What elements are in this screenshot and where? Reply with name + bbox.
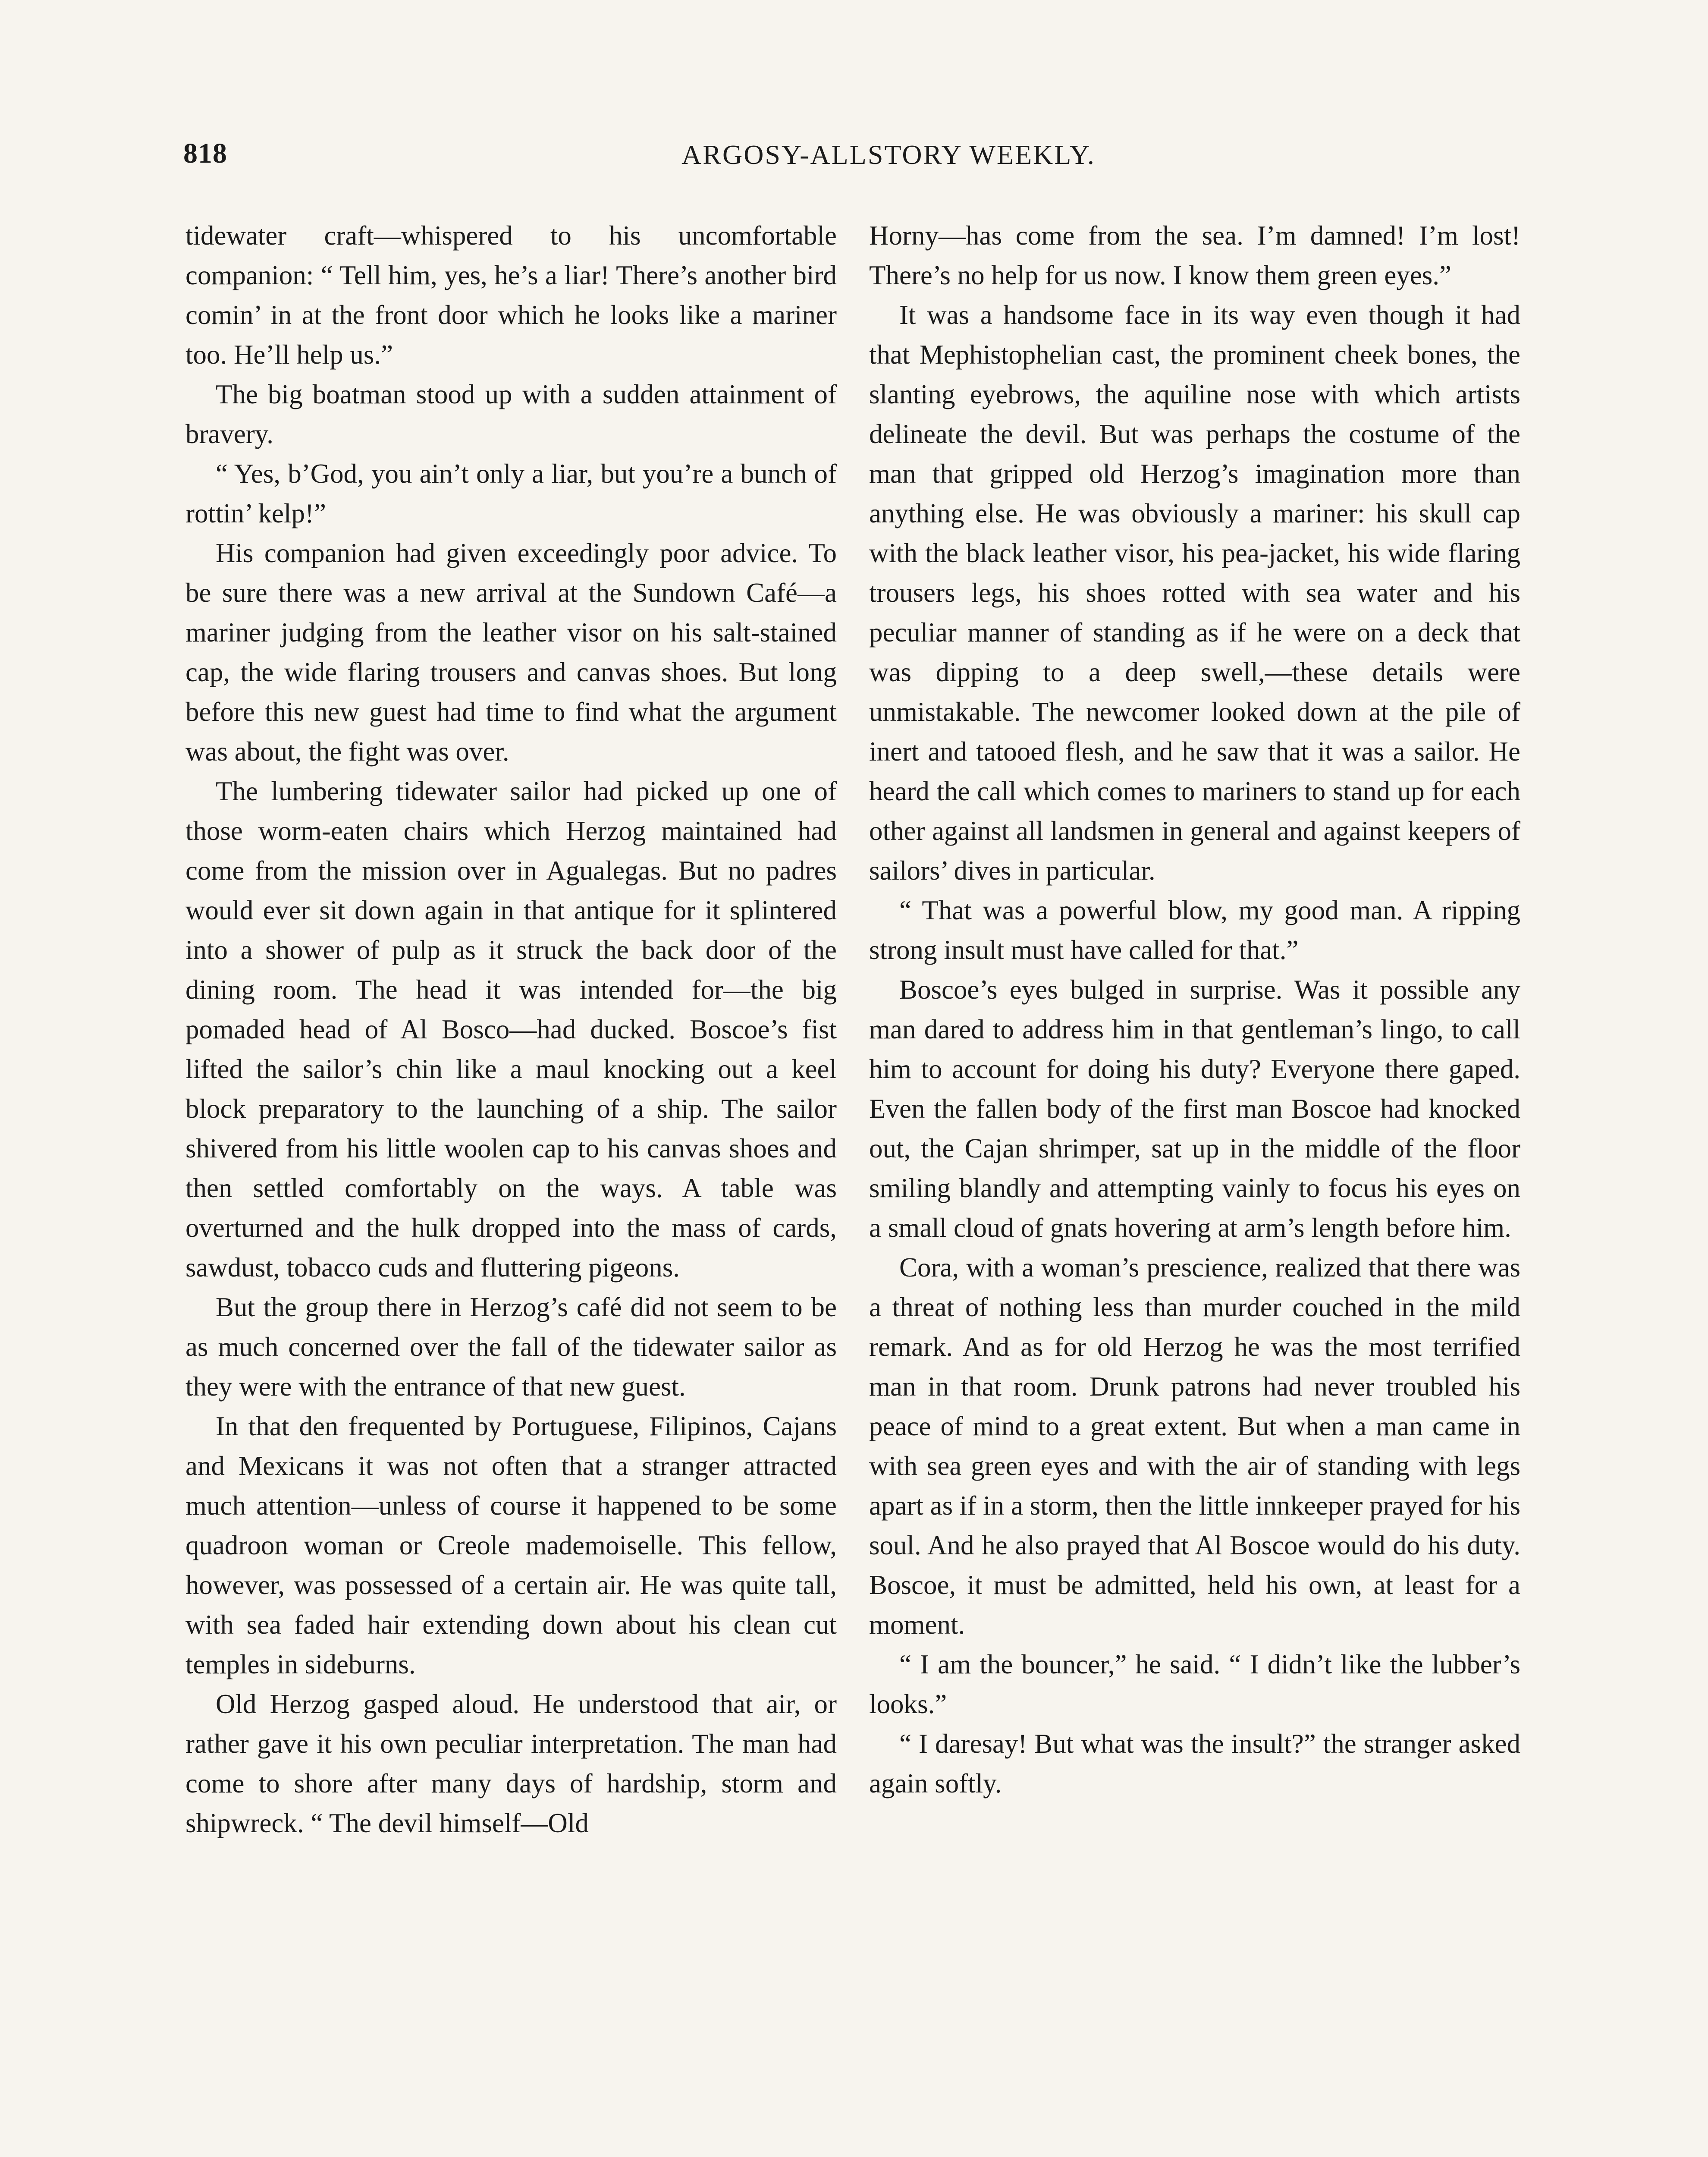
right-text-column bbox=[869, 216, 1520, 2157]
left-paragraph-7: In that den frequented by Portuguese, Filipinos, Cajans and Mexicans it was not often that a stranger attracted much attention—unless of course it happened to be some quadroon woman or Creole mademoiselle. This fellow, however, was possessed of a certain air. He was quite tall, with sea faded hair extending down about his clean cut temples in sideburns. bbox=[185, 1411, 837, 1679]
page-header bbox=[183, 137, 1594, 185]
left-paragraph-5: The lumbering tidewater sailor had picked up one of those worm-eaten chairs which Herzog maintained had come from the mission over in Agualegas. But no padres would ever sit down again in that antique for it splintered into a shower of pulp as it struck the back door of the dining room. The head it was intended for—the big pomaded head of Al Bosco—had ducked. Boscoe’s fist lifted the sailor’s chin like a maul knocking out a keel block preparatory to the launching of a ship. The sailor shivered from his little woolen cap to his canvas shoes and then settled comfortably on the ways. A table was overturned and the hulk dropped into the mass of cards, sawdust, tobacco cuds and fluttering pigeons. bbox=[185, 776, 837, 1283]
right-paragraph-6: “ I am the bouncer,” he said. “ I didn’t like the lubber’s looks.” bbox=[869, 1649, 1520, 1719]
left-paragraph-2: The big boatman stood up with a sudden attainment of bravery. bbox=[185, 379, 837, 449]
right-paragraph-7: “ I daresay! But what was the insult?” the stranger asked again softly. bbox=[869, 1729, 1520, 1799]
left-paragraph-3: “ Yes, b’God, you ain’t only a liar, but you’re a bunch of rottin’ kelp!” bbox=[185, 459, 837, 528]
page-number: 818 bbox=[183, 138, 227, 169]
right-paragraph-3: “ That was a powerful blow, my good man. A ripping strong insult must have called for that.” bbox=[869, 895, 1520, 965]
left-paragraph-4: His companion had given exceedingly poor advice. To be sure there was a new arrival at the Sundown Café—a mariner judging from the leather visor on his salt-stained cap, the wide flaring trousers and canvas shoes. But long before this new guest had time to find what the argument was about, the fight was over. bbox=[185, 538, 837, 767]
right-paragraph-1: Horny—has come from the sea. I’m damned! I’m lost! There’s no help for us now. I know them green eyes.” bbox=[869, 220, 1520, 290]
right-paragraph-2: It was a handsome face in its way even though it had that Mephistophelian cast, the prominent cheek bones, the slanting eyebrows, the aquiline nose with which artists delineate the devil. But was perhaps the costume of the man that gripped old Herzog’s imagination more than anything else. He was obviously a mariner: his skull cap with the black leather visor, his pea-jacket, his wide flaring trousers legs, his shoes rotted with sea water and his peculiar manner of standing as if he were on a deck that was dipping to a deep swell,—these details were unmistakable. The newcomer looked down at the pile of inert and tatooed flesh, and he saw that it was a sailor. He heard the call which comes to mariners to stand up for each other against all landsmen in general and against keepers of sailors’ dives in particular. bbox=[869, 300, 1520, 886]
left-paragraph-6: But the group there in Herzog’s café did not seem to be as much concerned over the fall of the tidewater sailor as they were with the entrance of that new guest. bbox=[185, 1292, 837, 1402]
right-paragraph-4: Boscoe’s eyes bulged in surprise. Was it possible any man dared to address him in that gentleman’s lingo, to call him to account for doing his duty? Everyone there gaped. Even the fallen body of the first man Boscoe had knocked out, the Cajan shrimper, sat up in the middle of the floor smiling blandly and attempting vainly to focus his eyes on a small cloud of gnats hovering at arm’s length before him. bbox=[869, 975, 1520, 1243]
running-head: ARGOSY-ALLSTORY WEEKLY. bbox=[681, 139, 1096, 170]
left-text-column bbox=[185, 216, 837, 2157]
right-paragraph-5: Cora, with a woman’s prescience, realized that there was a threat of nothing less than murder couched in the mild remark. And as for old Herzog he was the most terrified man in that room. Drunk patrons had never troubled his peace of mind to a great extent. But when a man came in with sea green eyes and with the air of standing with legs apart as if in a storm, then the little innkeeper prayed for his soul. And he also prayed that Al Boscoe would do his duty. Boscoe, it must be admitted, held his own, at least for a moment. bbox=[869, 1252, 1520, 1640]
left-paragraph-8: Old Herzog gasped aloud. He understood that air, or rather gave it his own peculiar interpretation. The man had come to shore after many days of hardship, storm and shipwreck. “ The devil himself—Old bbox=[185, 1689, 837, 1838]
left-paragraph-1: tidewater craft—whispered to his uncomfortable companion: “ Tell him, yes, he’s a liar! There’s another bird comin’ in at the front door which he looks like a mariner too. He’ll help us.” bbox=[185, 220, 837, 370]
